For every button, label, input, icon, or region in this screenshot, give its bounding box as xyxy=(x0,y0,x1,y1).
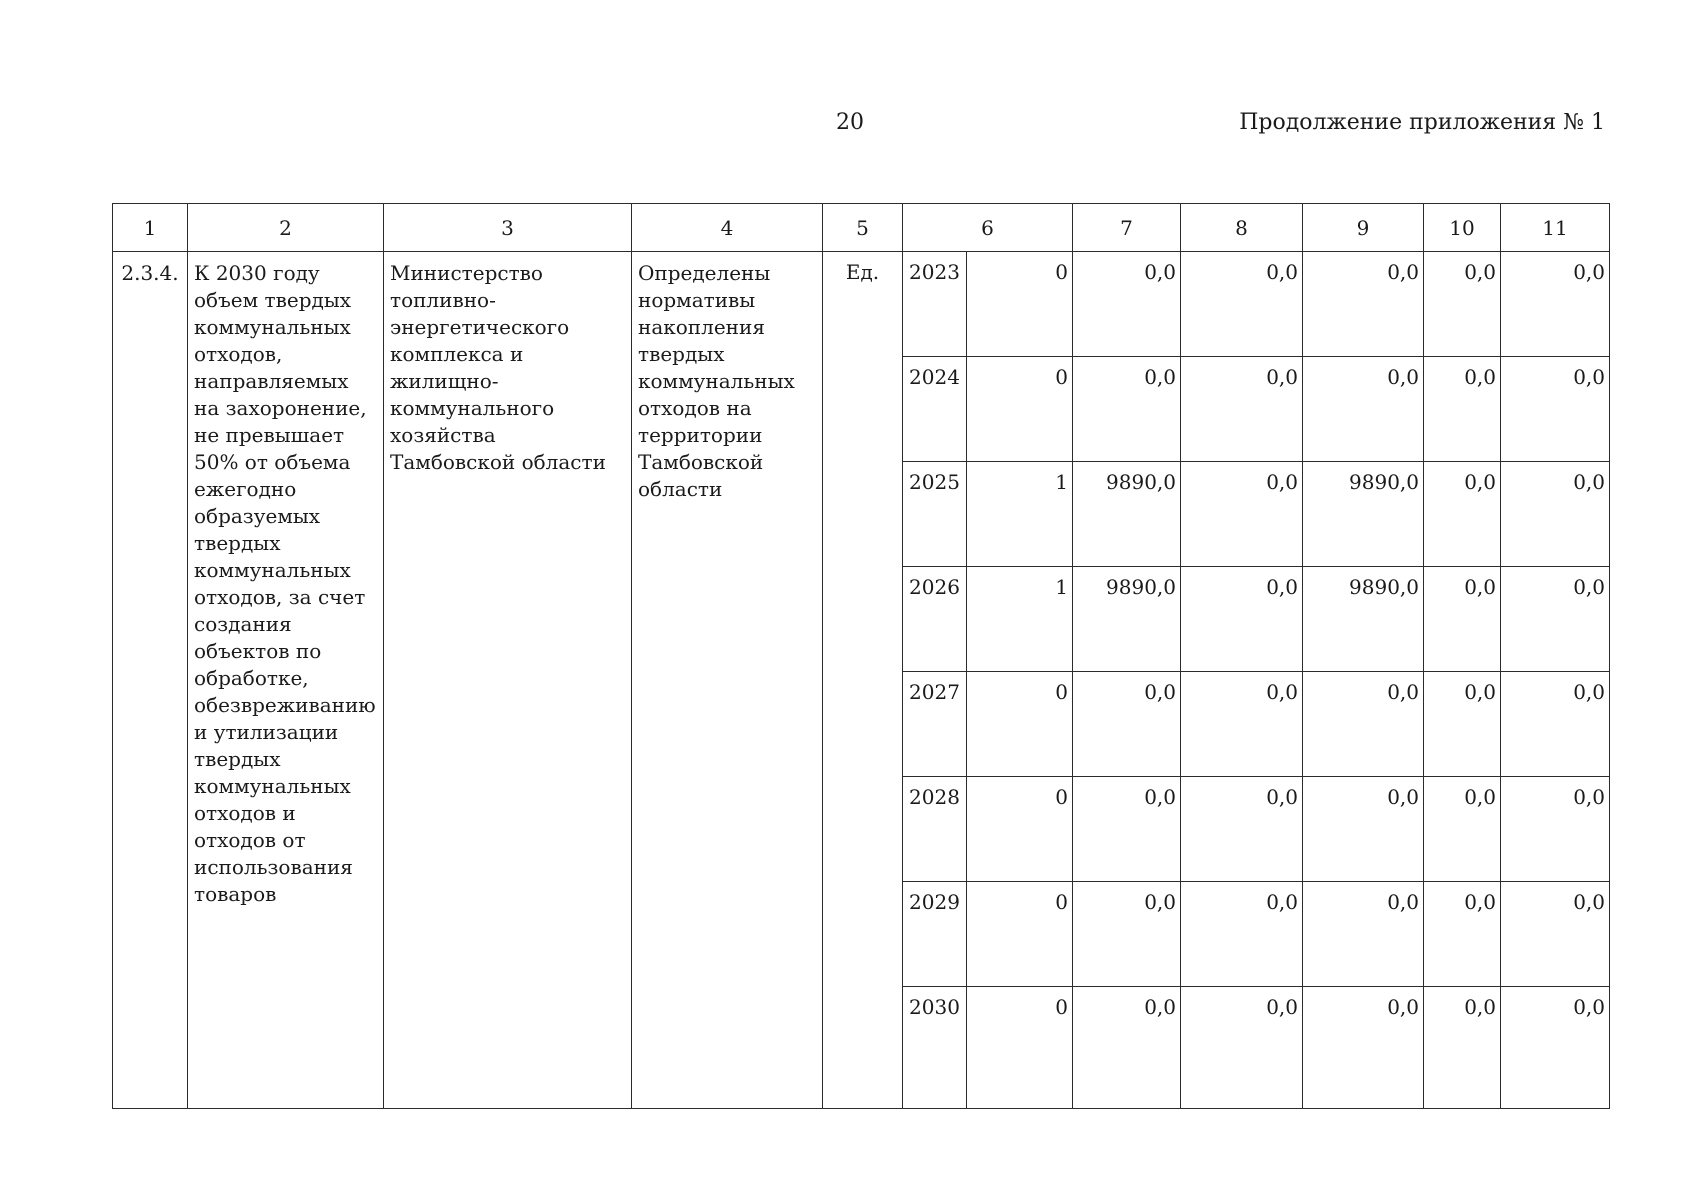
indicator-value-cell: 0 xyxy=(967,777,1073,882)
column-header: 6 xyxy=(903,204,1073,252)
appendix-continuation-label: Продолжение приложения № 1 xyxy=(1239,110,1605,135)
responsible-executor: Министерство топливно-энергетического комплекса и жилищно-коммунального хозяйства Тамбовской области xyxy=(384,252,632,1109)
year-cell: 2030 xyxy=(903,987,967,1109)
indicator-value-cell: 0 xyxy=(967,987,1073,1109)
column-header: 4 xyxy=(632,204,823,252)
amount-cell-col11: 0,0 xyxy=(1501,672,1610,777)
amount-cell-col7: 9890,0 xyxy=(1073,462,1181,567)
amount-cell-col7: 9890,0 xyxy=(1073,567,1181,672)
amount-cell-col9: 9890,0 xyxy=(1303,567,1424,672)
year-cell: 2023 xyxy=(903,252,967,357)
amount-cell-col11: 0,0 xyxy=(1501,252,1610,357)
amount-cell-col10: 0,0 xyxy=(1424,567,1501,672)
column-header: 2 xyxy=(188,204,384,252)
year-cell: 2027 xyxy=(903,672,967,777)
amount-cell-col9: 0,0 xyxy=(1303,672,1424,777)
amount-cell-col7: 0,0 xyxy=(1073,672,1181,777)
column-header: 7 xyxy=(1073,204,1181,252)
column-number-header-row xyxy=(113,204,1610,252)
unit-of-measure: Ед. xyxy=(823,252,903,1109)
column-header: 3 xyxy=(384,204,632,252)
indicator-value-cell: 0 xyxy=(967,252,1073,357)
amount-cell-col11: 0,0 xyxy=(1501,882,1610,987)
indicator-value-cell: 0 xyxy=(967,357,1073,462)
amount-cell-col8: 0,0 xyxy=(1181,882,1303,987)
amount-cell-col9: 9890,0 xyxy=(1303,462,1424,567)
amount-cell-col9: 0,0 xyxy=(1303,882,1424,987)
amount-cell-col8: 0,0 xyxy=(1181,987,1303,1109)
amount-cell-col11: 0,0 xyxy=(1501,567,1610,672)
amount-cell-col7: 0,0 xyxy=(1073,882,1181,987)
amount-cell-col9: 0,0 xyxy=(1303,987,1424,1109)
page-number: 20 xyxy=(836,110,864,135)
item-description: К 2030 году объем твердых коммунальных отходов, направляемых на захоронение, не превышает 50% от объема ежегодно образуемых твердых коммунальных отходов, за счет создания объектов по обработке, обезвреживанию и утилизации твердых коммунальных отходов и отходов от использования товаров xyxy=(188,252,384,1109)
amount-cell-col9: 0,0 xyxy=(1303,252,1424,357)
amount-cell-col7: 0,0 xyxy=(1073,777,1181,882)
amount-cell-col9: 0,0 xyxy=(1303,777,1424,882)
amount-cell-col8: 0,0 xyxy=(1181,252,1303,357)
indicator-value-cell: 0 xyxy=(967,672,1073,777)
amount-cell-col8: 0,0 xyxy=(1181,567,1303,672)
amount-cell-col11: 0,0 xyxy=(1501,462,1610,567)
column-header: 1 xyxy=(113,204,188,252)
amount-cell-col7: 0,0 xyxy=(1073,252,1181,357)
indicator-value-cell: 1 xyxy=(967,567,1073,672)
column-header: 11 xyxy=(1501,204,1610,252)
amount-cell-col10: 0,0 xyxy=(1424,987,1501,1109)
amount-cell-col10: 0,0 xyxy=(1424,357,1501,462)
indicator-value-cell: 1 xyxy=(967,462,1073,567)
column-header: 5 xyxy=(823,204,903,252)
amount-cell-col10: 0,0 xyxy=(1424,882,1501,987)
amount-cell-col10: 0,0 xyxy=(1424,462,1501,567)
expected-result: Определены нормативы накопления твердых коммунальных отходов на территории Тамбовской области xyxy=(632,252,823,1109)
indicator-value-cell: 0 xyxy=(967,882,1073,987)
table-row xyxy=(113,252,1610,357)
amount-cell-col10: 0,0 xyxy=(1424,672,1501,777)
appendix-table xyxy=(112,203,1610,1109)
amount-cell-col8: 0,0 xyxy=(1181,462,1303,567)
year-cell: 2024 xyxy=(903,357,967,462)
year-cell: 2028 xyxy=(903,777,967,882)
amount-cell-col11: 0,0 xyxy=(1501,357,1610,462)
column-header: 9 xyxy=(1303,204,1424,252)
amount-cell-col10: 0,0 xyxy=(1424,777,1501,882)
amount-cell-col10: 0,0 xyxy=(1424,252,1501,357)
amount-cell-col7: 0,0 xyxy=(1073,987,1181,1109)
year-cell: 2025 xyxy=(903,462,967,567)
amount-cell-col11: 0,0 xyxy=(1501,777,1610,882)
year-cell: 2026 xyxy=(903,567,967,672)
column-header: 8 xyxy=(1181,204,1303,252)
year-cell: 2029 xyxy=(903,882,967,987)
amount-cell-col8: 0,0 xyxy=(1181,357,1303,462)
amount-cell-col8: 0,0 xyxy=(1181,777,1303,882)
amount-cell-col9: 0,0 xyxy=(1303,357,1424,462)
column-header: 10 xyxy=(1424,204,1501,252)
amount-cell-col11: 0,0 xyxy=(1501,987,1610,1109)
item-number: 2.3.4. xyxy=(113,252,188,1109)
amount-cell-col8: 0,0 xyxy=(1181,672,1303,777)
amount-cell-col7: 0,0 xyxy=(1073,357,1181,462)
